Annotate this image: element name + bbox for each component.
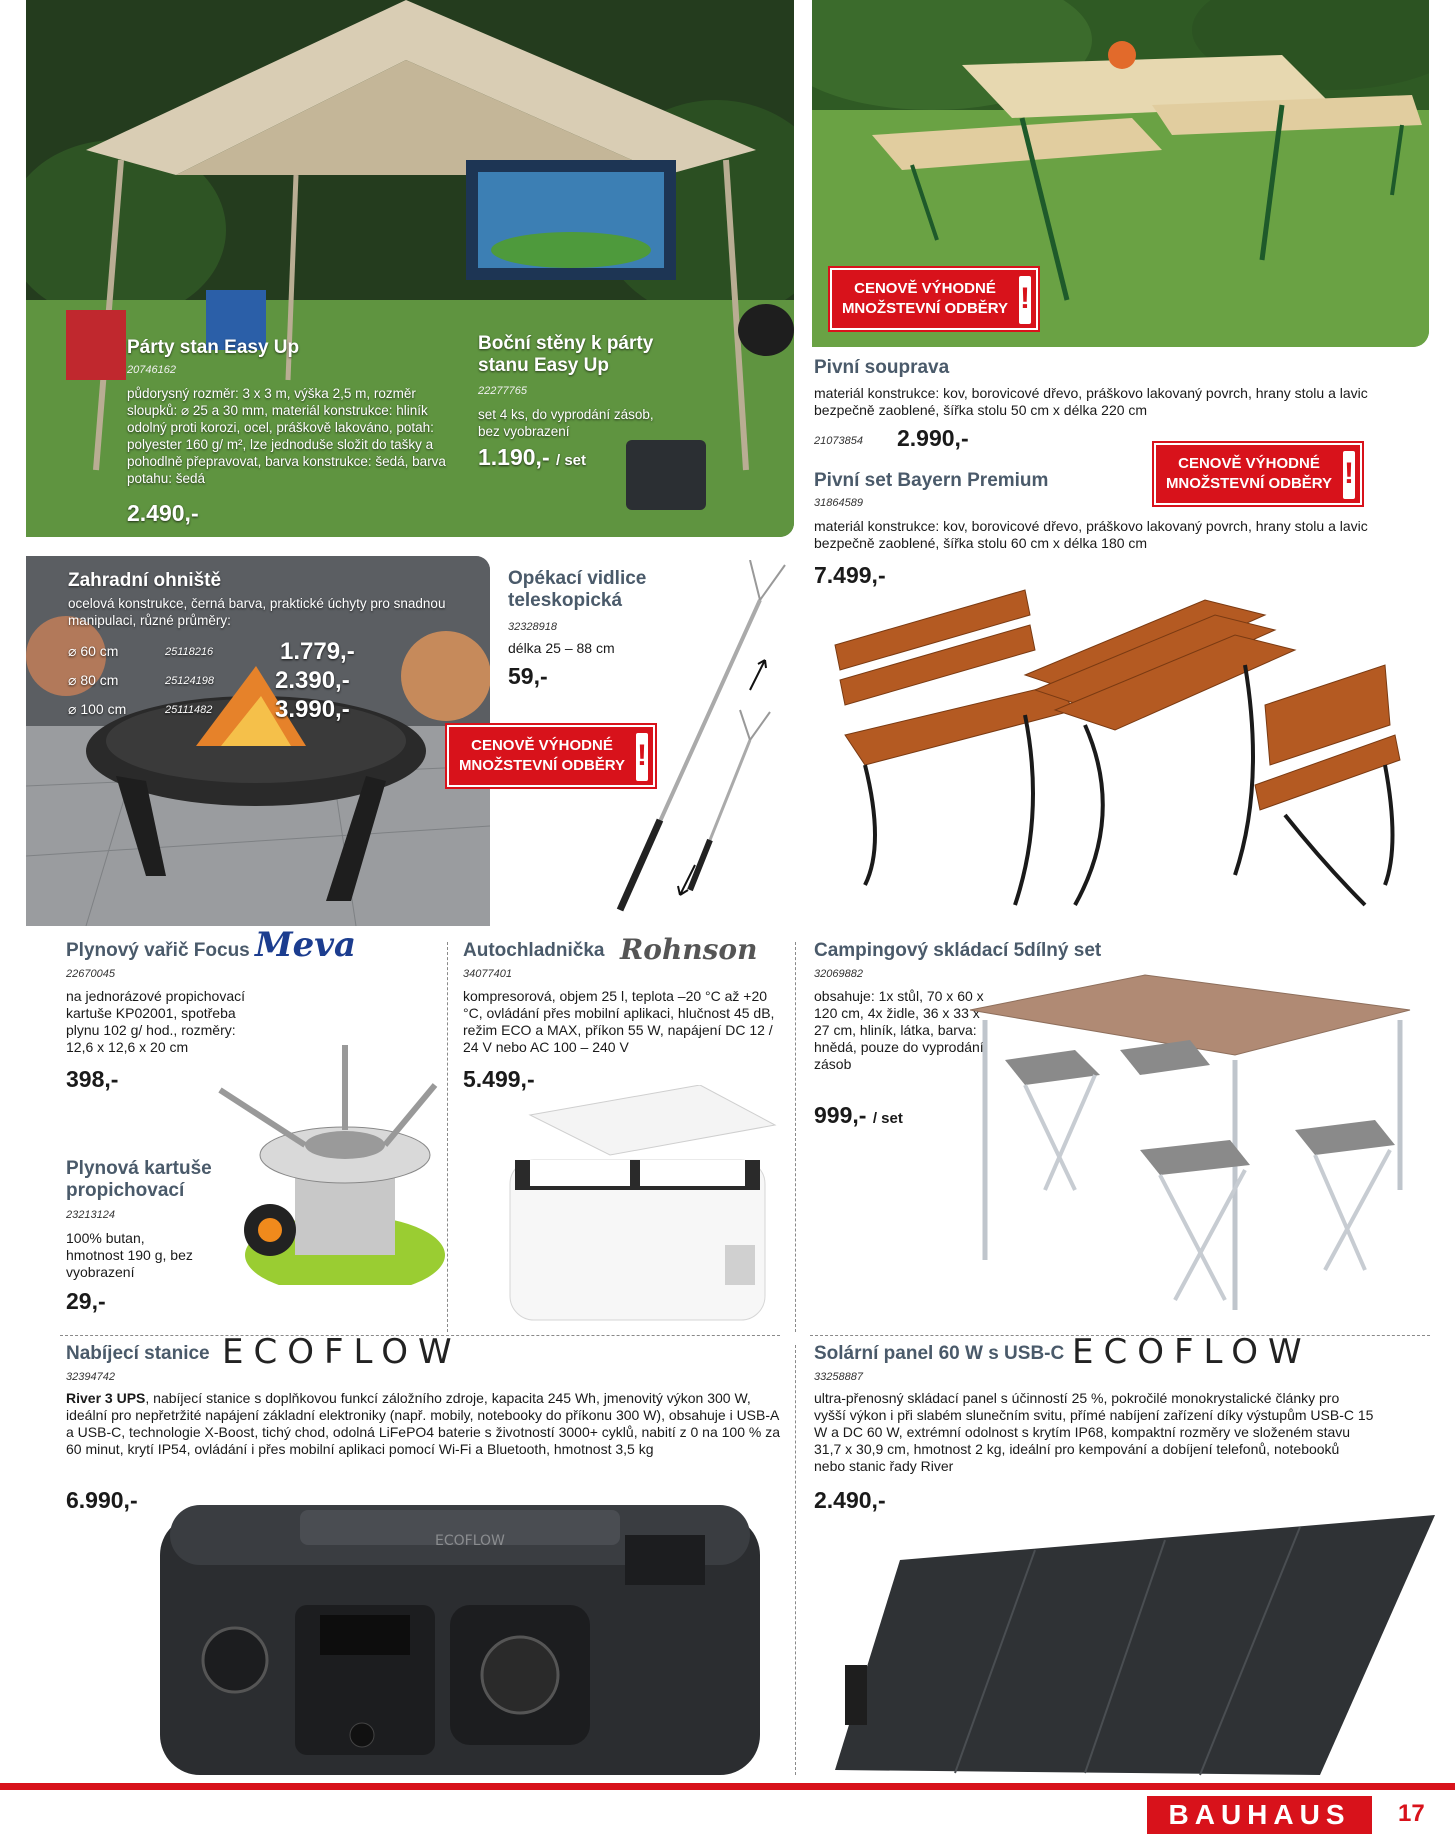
ecoflow-logo-2: ECOFLOW: [1072, 1332, 1312, 1372]
fire-pit-desc: ocelová konstrukce, černá barva, praktické úchyty pro snadnou manipulaci, různé průměry:: [68, 596, 446, 628]
page-number: 17: [1398, 1800, 1425, 1827]
side-walls-code: 22277765: [478, 385, 527, 397]
beer-set-code: 21073854: [814, 435, 863, 447]
fire-pit-title: Zahradní ohniště: [68, 570, 222, 591]
party-tent-title: Párty stan Easy Up: [127, 337, 300, 358]
camping-set-code: 32069882: [814, 968, 863, 980]
bayern-set-code: 31864589: [814, 497, 863, 509]
fork-price: 59,-: [508, 663, 548, 689]
footer-red-line: [0, 1783, 1455, 1790]
fire-pit-price-3: 3.990,-: [275, 696, 350, 723]
gas-cartridge-title: Plynová kartuše propichovací: [66, 1158, 212, 1201]
power-station-code: 32394742: [66, 1371, 115, 1383]
party-tent-code: 20746162: [127, 364, 176, 376]
car-fridge-desc: kompresorová, objem 25 l, teplota –20 °C až +20 °C, ovládání přes mobilní aplikaci, hlučnost 45 dB, režim ECO a MAX, příkon 55 W, napájení DC 12 / 24 V nebo AC 100 – 240 V: [463, 988, 775, 1055]
gas-cartridge-desc: 100% butan, hmotnost 190 g, bez vyobrazení: [66, 1230, 193, 1280]
camping-set-price: [814, 1102, 903, 1132]
gas-stove-code: 22670045: [66, 968, 115, 980]
bulk-discount-badge-2: [1154, 443, 1362, 505]
power-station-image: [160, 1495, 760, 1785]
badge-line1: CENOVĚ VÝHODNÉ: [1178, 455, 1320, 472]
gas-cartridge-price: 29,-: [66, 1288, 106, 1314]
badge-line2: MNOŽSTEVNÍ ODBĚRY: [841, 300, 1009, 317]
power-station-title: Nabíjecí stanice: [66, 1343, 210, 1364]
gas-cartridge-code: 23213124: [66, 1209, 115, 1221]
camping-set-price-value: 999,-: [814, 1102, 867, 1128]
ecoflow-logo-1: ECOFLOW: [222, 1332, 462, 1372]
party-tent-desc: půdorysný rozměr: 3 x 3 m, výška 2,5 m, rozměr sloupků: ⌀ 25 a 30 mm, materiál konstrukce: hliník odolný proti korozi, ocel, práškově lakováno, potah: polyester 160 g/ m², lze jednoduše složit do tašky a pohodlně přepravovat, barva konstrukce: šedá, barva potahu: šedá: [127, 386, 446, 486]
fire-pit-price-1: 1.779,-: [280, 638, 355, 665]
side-walls-price: [478, 444, 586, 474]
fire-pit-code-1: 25118216: [165, 646, 214, 658]
car-fridge-price: 5.499,-: [463, 1066, 535, 1092]
fire-pit-price-2: 2.390,-: [275, 667, 350, 694]
side-walls-price-value: 1.190,-: [478, 444, 550, 470]
gas-stove-title: Plynový vařič Focus: [66, 940, 250, 961]
badge-line1: CENOVĚ VÝHODNÉ: [471, 737, 613, 754]
camping-set-title: Campingový skládací 5dílný set: [814, 940, 1102, 961]
side-walls-unit: / set: [556, 452, 587, 469]
bauhaus-logo: [1147, 1796, 1372, 1834]
badge-line1: CENOVĚ VÝHODNÉ: [854, 280, 996, 297]
gas-stove-image: [205, 1045, 445, 1285]
badge-line2: MNOŽSTEVNÍ ODBĚRY: [458, 757, 626, 774]
bulk-discount-badge-1: [830, 268, 1038, 330]
camping-set-image: [965, 970, 1415, 1320]
fire-pit-code-3: 25111482: [165, 704, 213, 716]
fork-image: [600, 560, 800, 920]
rohnson-logo: Rohnson: [620, 933, 758, 966]
power-station-price: 6.990,-: [66, 1487, 138, 1513]
gas-stove-desc: na jednorázové propichovací kartuše KP02001, spotřeba plynu 102 g/ hod., rozměry: 12,6 x 12,6 x 20 cm: [66, 988, 246, 1055]
bayern-set-desc: materiál konstrukce: kov, borovicové dřevo, práškovo lakovaný povrch, hrany stolu a lavic bezpečně zaoblené, šířka stolu 60 cm x délka 180 cm: [814, 518, 1368, 551]
fire-pit-size-3: ⌀ 100 cm: [68, 701, 127, 717]
bayern-set-title: Pivní set Bayern Premium: [814, 470, 1049, 491]
camping-set-desc: obsahuje: 1x stůl, 70 x 60 x 120 cm, 4x židle, 36 x 33 x 27 cm, hliník, látka, barva: hnědá, pouze do vyprodání zásob: [814, 988, 984, 1072]
fire-pit-size-2: ⌀ 80 cm: [68, 672, 119, 688]
gas-stove-price: 398,-: [66, 1066, 119, 1092]
solar-panel-title: Solární panel 60 W s USB-C: [814, 1343, 1065, 1364]
car-fridge-title: Autochladnička: [463, 940, 605, 961]
car-fridge-image: [500, 1085, 780, 1325]
power-station-desc: [66, 1390, 786, 1458]
divider-v1: [447, 942, 448, 1332]
party-tent-price: 2.490,-: [127, 500, 199, 526]
badge-exclamation-icon: !: [636, 733, 648, 781]
bayern-set-image: [825, 585, 1405, 925]
solar-panel-code: 33258887: [814, 1371, 863, 1383]
side-walls-title: Boční stěny k párty stanu Easy Up: [478, 333, 654, 376]
solar-panel-price: 2.490,-: [814, 1487, 886, 1513]
power-station-desc-text: , nabíjecí stanice s doplňkovou funkcí záložního zdroje, kapacita 245 Wh, jmenovitý výkon 300 W, ideální pro nepřetržité napájení základní elektroniky (např. mobily, notebooky do příkonu 300 W), obsahuje i USB-A a USB-C, technologie X-Boost, tichý chod, odolná LiFePO4 baterie s životností 3000+ cyklů, nabití z 0 na 100 % za 60 minut, krytí IP54, ovládání i přes mobilní aplikaci pomocí Wi-Fi a Bluetooth, hmotnost 3,5 kg: [66, 1390, 781, 1457]
badge-exclamation-icon: !: [1343, 451, 1355, 499]
meva-logo: Meva: [255, 925, 357, 965]
power-station-model: River 3 UPS: [66, 1390, 146, 1406]
fire-pit-code-2: 25124198: [165, 675, 214, 687]
badge-exclamation-icon: !: [1019, 276, 1031, 324]
fire-pit-size-1: ⌀ 60 cm: [68, 643, 119, 659]
beer-set-price: 2.990,-: [897, 425, 969, 451]
divider-v2: [795, 942, 796, 1332]
power-station-device-label: ECOFLOW: [435, 1533, 505, 1549]
bauhaus-logo-text: BAUHAUS: [1168, 1799, 1351, 1830]
solar-panel-desc: ultra-přenosný skládací panel s účinností 25 %, pokročilé monokrystalické články pro vyšší výkon i při slabém slunečním svitu, přímé nabíjení zařízení díky výstupům USB-C 15 W a DC 60 W, extrémní odolnost s krytím IP68, kompaktní rozměry ve složeném stavu 31,7 x 30,9 cm, hmotnost 2 kg, ideální pro kempování a dobíjení telefonů, notebooků nebo stanic řady River: [814, 1390, 1374, 1474]
beer-set-title: Pivní souprava: [814, 357, 950, 378]
fork-code: 32328918: [508, 621, 557, 633]
fork-title: Opékací vidlice teleskopická: [508, 568, 647, 611]
side-walls-desc: set 4 ks, do vyprodání zásob, bez vyobrazení: [478, 407, 654, 439]
solar-panel-image: [835, 1515, 1450, 1780]
divider-v3: [795, 1345, 796, 1775]
fork-desc: délka 25 – 88 cm: [508, 640, 615, 656]
bayern-set-price: 7.499,-: [814, 562, 886, 588]
beer-set-desc: materiál konstrukce: kov, borovicové dřevo, práškovo lakovaný povrch, hrany stolu a lavic bezpečně zaoblené, šířka stolu 50 cm x délka 220 cm: [814, 385, 1368, 418]
badge-line2: MNOŽSTEVNÍ ODBĚRY: [1165, 475, 1333, 492]
camping-set-unit: / set: [872, 1110, 903, 1127]
car-fridge-code: 34077401: [463, 968, 512, 980]
